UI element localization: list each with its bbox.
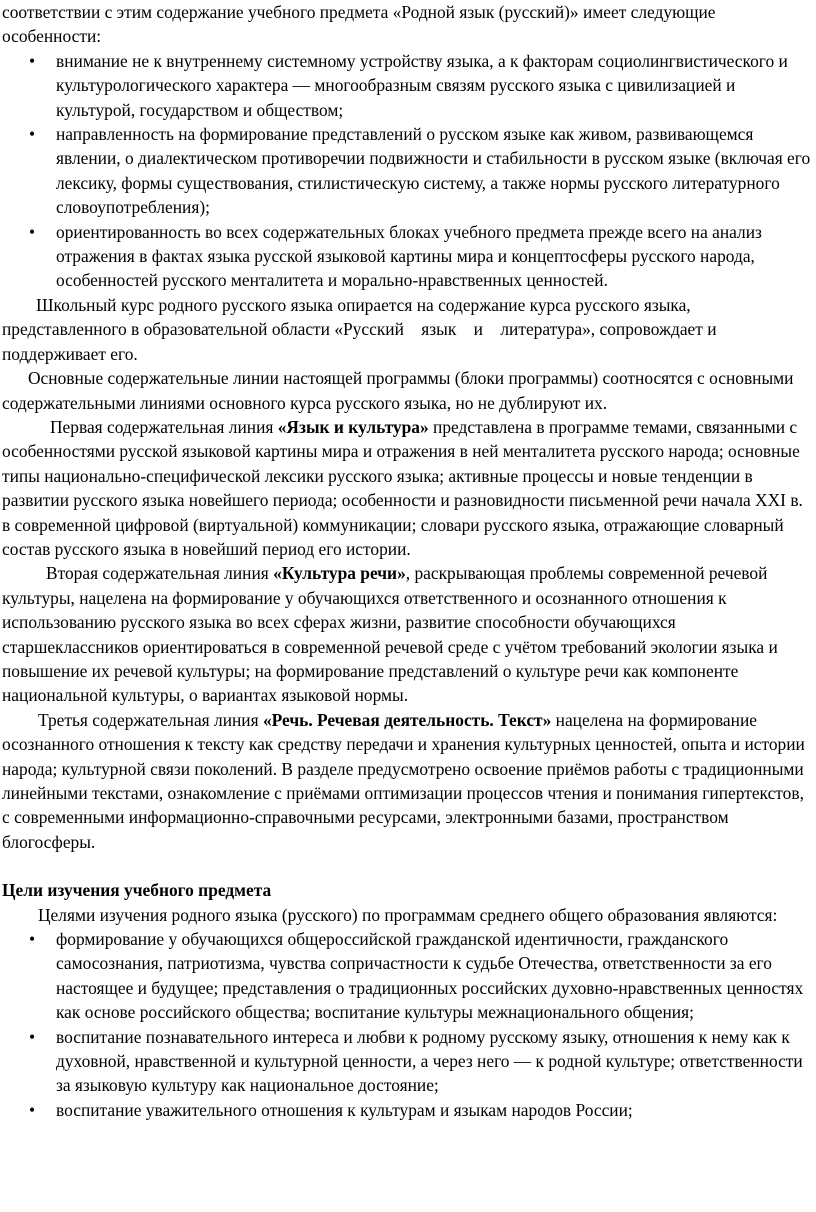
- line3-pre: Третья содержательная линия: [38, 709, 263, 730]
- content-lines-paragraph: Основные содержательные линии настоящей программы (блоки программы) соотносятся с основными содержательными линиями основного курса русского языка, но не дублируют их.: [2, 368, 794, 413]
- list-item-text: ориентированность во всех содержательных блоках учебного предмета прежде всего на анализ отражения в фактах языка русской языковой картины мира и концептосферы русского народа, особенностей русского менталитета и морально-нравственных ценностей.: [56, 221, 762, 291]
- line1-post: представлена в программе темами, связанными с особенностями русской языковой картины мира и отражения в ней менталитета русского народа; основные типы национально-специфической лексики русского языка; активные процессы и новые тенденции в развитии русского языка новейшего периода; особенности и разновидности письменной речи начала XXI в. в современной цифровой (виртуальной) коммуникации; словари русского языка, отражающие словарный состав русского языка в новейший период его истории.: [2, 416, 803, 559]
- line3-paragraph: [2, 708, 812, 854]
- goals-list: [2, 927, 812, 1122]
- intro-paragraph: соответствии с этим содержание учебного предмета «Родной язык (русский)» имеет следующие особенности:: [2, 2, 716, 47]
- bullet-icon: •: [29, 221, 36, 242]
- bullet-icon: •: [29, 929, 36, 950]
- list-item-text: внимание не к внутреннему системному устройству языка, а к факторам социолингвистического и культурологического характера — многообразным связям русского языка с цивилизацией и культурой, государством и обществом;: [56, 50, 788, 120]
- list-item: [2, 122, 812, 220]
- line2-title: «Культура речи»: [273, 563, 406, 584]
- line1-pre: Первая содержательная линия: [50, 416, 278, 437]
- list-item: [2, 927, 812, 1025]
- list-item-text: воспитание уважительного отношения к культурам и языкам народов России;: [56, 1099, 633, 1120]
- bullet-icon: •: [29, 124, 36, 145]
- bullet-icon: •: [29, 50, 36, 71]
- goals-heading: [2, 878, 812, 902]
- list-item: [2, 220, 812, 293]
- list-item-text: направленность на формирование представлений о русском языке как живом, развивающемся явлении, о диалектическом противоречии подвижности и стабильности в русском языке (включая его лексику, формы существования, стилистическую систему, а также нормы русского литературного словоупотребления);: [56, 124, 811, 218]
- bullet-icon: •: [29, 1099, 36, 1120]
- line3-post: нацелена на формирование осознанного отношения к тексту как средству передачи и хранения культурных ценностей, опыта и истории народа; культурной связи поколений. В разделе предусмотрено освоение приёмов работы с традиционными линейными текстами, ознакомление с приёмами оптимизации процессов чтения и понимания гипертекстов, с современными информационно-справочными ресурсами, электронными базами, пространством блогосферы.: [2, 709, 805, 852]
- features-list: [2, 49, 812, 293]
- line2-post: , раскрывающая проблемы современной речевой культуры, нацелена на формирование у обучающихся ответственного и осознанного отношения к использованию русского языка во всех сферах жизни, развитие способности обучающихся старшеклассников ориентироваться в современной речевой среде с учётом требований экологии языка и повышение их речевой культуры; на формирование представлений о культуре речи как компоненте национальной культуры, о вариантах языковой нормы.: [2, 563, 778, 706]
- list-item: [2, 49, 812, 122]
- course-paragraph: Школьный курс родного русского языка опирается на содержание курса русского языка, представленного в образовательной области «Русский язык и литература», сопровождает и поддерживает его.: [2, 294, 721, 364]
- line3-title: «Речь. Речевая деятельность. Текст»: [262, 709, 552, 730]
- bullet-icon: •: [29, 1026, 36, 1047]
- line1-title: «Язык и культура»: [277, 416, 429, 437]
- line2-pre: Вторая содержательная линия: [46, 563, 274, 584]
- list-item-text: формирование у обучающихся общероссийской гражданской идентичности, гражданского самосознания, патриотизма, чувства сопричастности к судьбе Отечества, ответственности за его настоящее и будущее; представления о традиционных российских духовно-нравственных ценностях как основе российского общества; воспитание культуры межнационального общения;: [56, 929, 804, 1023]
- list-item: [2, 1025, 812, 1098]
- goals-heading-text: Цели изучения учебного предмета: [2, 880, 272, 901]
- line2-paragraph: [2, 561, 812, 707]
- list-item-text: воспитание познавательного интереса и любви к родному русскому языку, отношения к нему как к духовной, нравственной и культурной ценности, а через него — к родной культуре; ответственности за языковую культуру как национальное достояние;: [56, 1026, 803, 1096]
- goals-intro-paragraph: Целями изучения родного языка (русского) по программам среднего общего образования являются:: [38, 904, 778, 925]
- list-item: [2, 1098, 812, 1122]
- line1-paragraph: [2, 415, 812, 561]
